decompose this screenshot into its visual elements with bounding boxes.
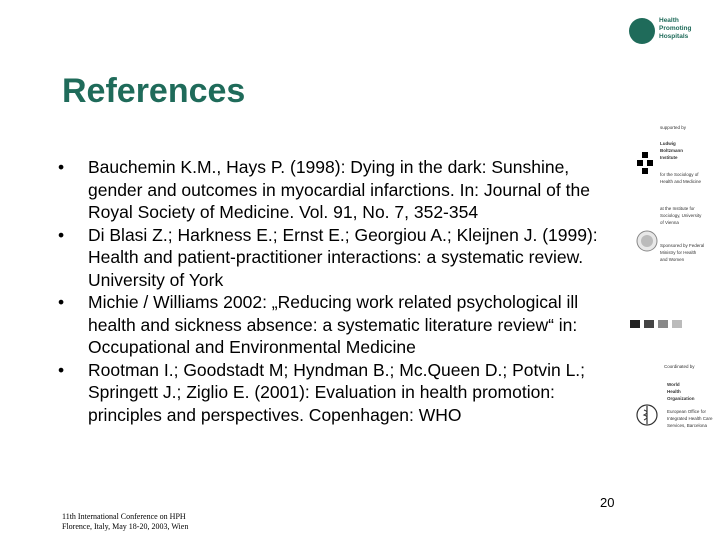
page-title: References [62,72,246,110]
lbi-subtitle: for the Sociology of Health and Medicine [660,172,702,184]
university-note: at the Institute for Sociology, University of Vienna [660,206,702,225]
hph-logo-text: Health Promoting Hospitals [659,17,692,40]
who-name: World Health Organization [667,382,695,401]
bullet: • [58,224,65,245]
hph-logo-icon [629,18,655,44]
coordinated-by-label: Coordinated by [664,364,695,369]
list-item [58,291,618,359]
footer: 11th International Conference on HPH Florence, Italy, May 18-20, 2003, Wien [62,512,189,531]
bullet: • [58,359,65,380]
ministry-note: Sponsored by Federal Ministry for Health and Women [660,243,705,262]
bullet: • [58,292,65,312]
reference-text: Michie / Williams 2002: „Reducing work related psychological ill health and sickness absence: a systematic literature review“ in: Occupational and Environmental Medicine [88,292,579,357]
hph-logo [629,17,709,47]
list-item [58,359,618,427]
reference-list [58,156,618,426]
reference-text: Bauchemin K.M., Hays P. (1998): Dying in the dark: Sunshine, gender and outcomes in myocardial infarctions. In: Journal of the Royal Society of Medicine. Vol. 91, No. 7, 352-354 [88,157,590,222]
supported-by-label: supported by [660,125,687,130]
reference-text: Rootman I.; Goodstadt M; Hyndman B.; Mc.Queen D.; Potvin L.; Springett J.; Ziglio E. (2001): Evaluation in health promotion: principles and perspectives. Copenhagen: WHO [88,359,586,425]
reference-text: Di Blasi Z.; Harkness E.; Ernst E.; Georgiou A.; Kleijnen J. (1999): Health and patient-practitioner interactions: a systematic review. University of York [88,224,598,290]
ministry-seal-icon [636,230,658,252]
who-subtitle: European Office for Integrated Health Care Services, Barcelona [667,409,713,428]
lbi-name: Ludwig Boltzmann Institute [660,141,683,160]
page-number: 20 [600,495,615,510]
who-emblem-icon [635,403,659,427]
bullet: • [58,157,65,177]
lbi-logo-icon [637,152,653,178]
list-item [58,224,618,292]
bmgf-logo-icon [630,318,686,330]
list-item [58,156,618,224]
